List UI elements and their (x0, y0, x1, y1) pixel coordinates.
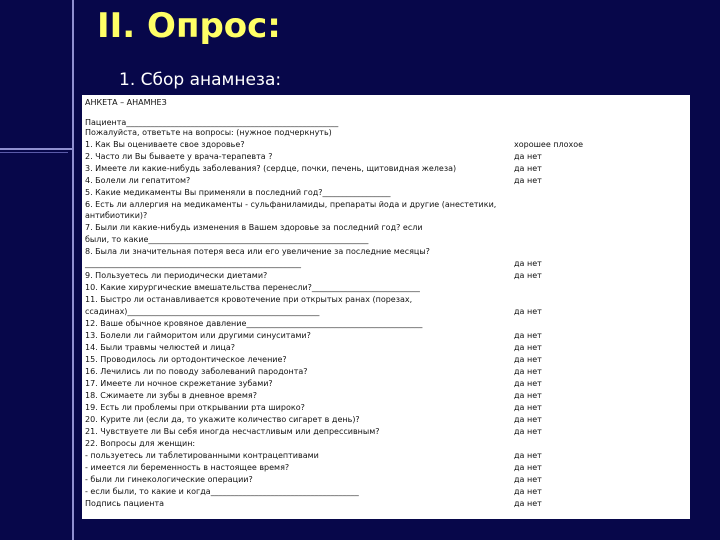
answer-options: да нет (514, 152, 542, 161)
question-18: 18. Сжимаете ли зубы в дневное время? (85, 391, 257, 400)
answer-options: да нет (514, 176, 542, 185)
answer-options: да нет (514, 331, 542, 340)
question-19: 19. Есть ли проблемы при открывании рта широко? (85, 403, 305, 412)
answer-options: хорошее плохое (514, 140, 584, 149)
answer-options: да нет (514, 343, 542, 352)
decorative-horizontal-line (0, 148, 74, 150)
question-6: 6. Есть ли аллергия на медикаменты - сульфаниламиды, препараты йода и другие (анестетики, (85, 200, 497, 209)
answer-options: да нет (514, 475, 542, 484)
answer-options: да нет (514, 307, 542, 316)
slide-subtitle: 1. Сбор анамнеза: (119, 70, 282, 90)
slide-title: II. Опрос: (97, 6, 281, 46)
question-2: 2. Часто ли Вы бываете у врача-терапевта ? (85, 152, 273, 161)
questionnaire-heading: АНКЕТА – АНАМНЕЗ (85, 98, 167, 107)
question-8: 8. Была ли значительная потеря веса или его увеличение за последние месяцы? (85, 247, 430, 256)
question-20: 20. Курите ли (если да, то укажите количество сигарет в день)? (85, 415, 360, 424)
question-4: 4. Болели ли гепатитом? (85, 176, 191, 185)
answer-options: да нет (514, 259, 542, 268)
question-22: 22. Вопросы для женщин: (85, 439, 196, 448)
answer-options: да нет (514, 379, 542, 388)
question-22-operations: - были ли гинекологические операции? (85, 475, 253, 484)
question-7-continued: были, то какие_______________________________________________________ (85, 235, 369, 244)
patient-name-line: Пациента_____________________________________________________ (85, 118, 339, 127)
answer-options: да нет (514, 415, 542, 424)
question-8-blank: ______________________________________________________ (85, 259, 301, 268)
answer-options: да нет (514, 403, 542, 412)
answer-options: да нет (514, 451, 542, 460)
question-22-operations-details: - если были, то какие и когда_____________________________________ (85, 487, 359, 496)
question-11: 11. Быстро ли останавливается кровотечение при открытых ранах (порезах, (85, 295, 413, 304)
question-9: 9. Пользуетесь ли периодически диетами? (85, 271, 268, 280)
answer-options: да нет (514, 367, 542, 376)
question-14: 14. Были травмы челюстей и лица? (85, 343, 236, 352)
question-11-continued: ссадинах)________________________________________________ (85, 307, 320, 316)
decorative-horizontal-line-thin (0, 152, 68, 153)
patient-signature-line: Подпись пациента (85, 499, 165, 508)
question-22-contraceptives: - пользуетесь ли таблетированными контрацептивами (85, 451, 319, 460)
question-1: 1. Как Вы оцениваете свое здоровье? (85, 140, 245, 149)
answer-options: да нет (514, 271, 542, 280)
question-10: 10. Какие хирургические вмешательства перенесли?___________________________ (85, 283, 420, 292)
answer-options: да нет (514, 463, 542, 472)
questionnaire-sheet (82, 95, 690, 519)
instructions-line: Пожалуйста, ответьте на вопросы: (нужное подчеркнуть) (85, 128, 332, 137)
decorative-vertical-line (72, 0, 74, 540)
question-12: 12. Ваше обычное кровяное давление____________________________________________ (85, 319, 423, 328)
question-22-pregnancy: - имеется ли беременность в настоящее время? (85, 463, 290, 472)
answer-options: да нет (514, 391, 542, 400)
answer-options: да нет (514, 427, 542, 436)
answer-options: да нет (514, 355, 542, 364)
question-6-continued: антибиотики)? (85, 211, 148, 220)
question-5: 5. Какие медикаменты Вы применяли в последний год?_________________ (85, 188, 391, 197)
question-13: 13. Болели ли гайморитом или другими синуситами? (85, 331, 311, 340)
question-15: 15. Проводилось ли ортодонтическое лечение? (85, 355, 287, 364)
answer-options: да нет (514, 164, 542, 173)
answer-options: да нет (514, 499, 542, 508)
question-17: 17. Имеете ли ночное скрежетание зубами? (85, 379, 273, 388)
question-7: 7. Были ли какие-нибудь изменения в Вашем здоровье за последний год? если (85, 223, 423, 232)
question-3: 3. Имеете ли какие-нибудь заболевания? (сердце, почки, печень, щитовидная железа) (85, 164, 457, 173)
question-16: 16. Лечились ли по поводу заболеваний пародонта? (85, 367, 308, 376)
question-21: 21. Чувствуете ли Вы себя иногда несчастливым или депрессивным? (85, 427, 380, 436)
answer-options: да нет (514, 487, 542, 496)
